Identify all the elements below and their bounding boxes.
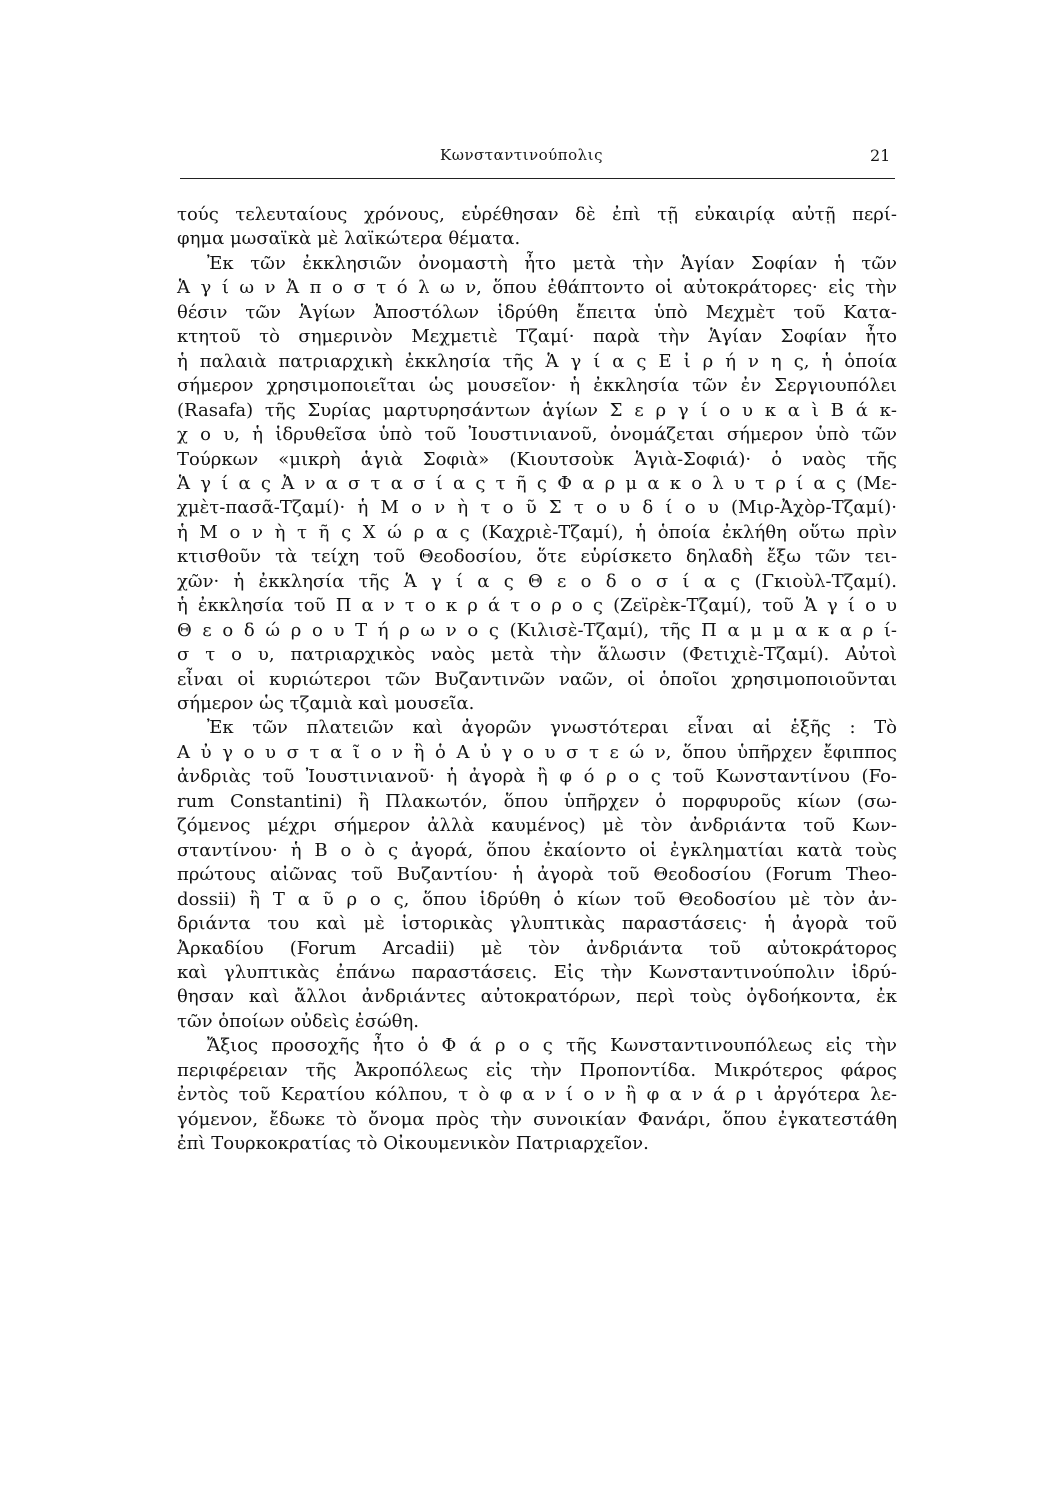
text-line: Ἀρκαδίου (Forum Arcadii) μὲ τὸν ἀνδριάντα τοῦ αὐτοκράτορος: [177, 938, 897, 959]
text-line: θέσιν τῶν Ἁγίων Ἀποστόλων ἱδρύθη ἔπειτα ὑπὸ Μεχμὲτ τοῦ Κατα-: [177, 302, 897, 323]
text-line: σήμερον ὡς τζαμιὰ καὶ μουσεῖα.: [177, 693, 475, 714]
text-line: (Rasafa) τῆς Συρίας μαρτυρησάντων ἁγίων Σ ε ρ γ ί ο υ κ α ὶ Β ά κ-: [177, 400, 897, 421]
text-line: τούς τελευταίους χρόνους, εὑρέθησαν δὲ ἐπὶ τῇ εὐκαιρίᾳ αὐτῇ περί-: [177, 204, 897, 225]
text-line: γόμενον, ἔδωκε τὸ ὄνομα πρὸς τὴν συνοικίαν Φανάρι, ὅπου ἐγκατεστάθη: [177, 1109, 897, 1130]
text-line: καὶ γλυπτικὰς ἐπάνω παραστάσεις. Εἰς τὴν Κωνσταντινούπολιν ἱδρύ-: [177, 962, 897, 983]
text-line: χ ο υ, ἡ ἱδρυθεῖσα ὑπὸ τοῦ Ἰουστινιανοῦ, ὀνομάζεται σήμερον ὑπὸ τῶν: [177, 424, 897, 445]
text-line: Ἁ γ ί α ς Ἀ ν α σ τ α σ ί α ς τ ῆ ς Φ α ρ μ α κ ο λ υ τ ρ ί α ς (Με-: [177, 473, 897, 494]
text-line: Α ὐ γ ο υ σ τ α ῖ ο ν ἢ ὁ Α ὐ γ ο υ σ τ ε ώ ν, ὅπου ὑπῆρχεν ἔφιππος: [177, 742, 897, 763]
text-line: εἶναι οἱ κυριώτεροι τῶν Βυζαντινῶν ναῶν, οἱ ὁποῖοι χρησιμοποιοῦνται: [177, 669, 897, 690]
text-line: περιφέρειαν τῆς Ἀκροπόλεως εἰς τὴν Προποντίδα. Μικρότερος φάρος: [177, 1060, 897, 1081]
text-line: ἐπὶ Τουρκοκρατίας τὸ Οἰκουμενικὸν Πατριαρχεῖον.: [177, 1133, 649, 1154]
text-line: ἡ παλαιὰ πατριαρχικὴ ἐκκλησία τῆς Ἁ γ ί α ς Ε ἰ ρ ή ν η ς, ἡ ὁποία: [177, 351, 897, 372]
text-line: ἡ ἐκκλησία τοῦ Π α ν τ ο κ ρ ά τ ο ρ ο ς (Ζεϊρὲκ-Τζαμί), τοῦ Ἁ γ ί ο υ: [177, 595, 897, 616]
text-line: ἐντὸς τοῦ Κερατίου κόλπου, τ ὸ φ α ν ί ο ν ἢ φ α ν ά ρ ι ἀργότερα λε-: [177, 1084, 897, 1105]
text-line: Ἄξιος προσοχῆς ἦτο ὁ Φ ά ρ ο ς τῆς Κωνσταντινουπόλεως εἰς τὴν: [207, 1035, 897, 1056]
text-line: dossii) ἢ Τ α ῦ ρ ο ς, ὅπου ἱδρύθη ὁ κίων τοῦ Θεοδοσίου μὲ τὸν ἀν-: [177, 889, 897, 910]
header-rule: [180, 178, 895, 179]
text-line: σήμερον χρησιμοποιεῖται ὡς μουσεῖον· ἡ ἐκκλησία τῶν ἐν Σεργιουπόλει: [177, 375, 897, 396]
text-line: φημα μωσαϊκὰ μὲ λαϊκώτερα θέματα.: [177, 228, 521, 249]
text-line: δριάντα του καὶ μὲ ἱστορικὰς γλυπτικὰς παραστάσεις· ἡ ἀγορὰ τοῦ: [177, 913, 897, 934]
text-line: Ἁ γ ί ω ν Ἀ π ο σ τ ό λ ω ν, ὅπου ἐθάπτοντο οἱ αὐτοκράτορες· εἰς τὴν: [177, 277, 897, 298]
text-line: πρώτους αἰῶνας τοῦ Βυζαντίου· ἡ ἀγορὰ τοῦ Θεοδοσίου (Forum Theo-: [177, 864, 897, 885]
text-line: κτητοῦ τὸ σημερινὸν Μεχμετιὲ Τζαμί· παρὰ τὴν Ἁγίαν Σοφίαν ἦτο: [177, 326, 897, 347]
text-line: Ἐκ τῶν ἐκκλησιῶν ὀνομαστὴ ἦτο μετὰ τὴν Ἁγίαν Σοφίαν ἡ τῶν: [207, 253, 897, 274]
text-line: ἀνδριὰς τοῦ Ἰουστινιανοῦ· ἡ ἀγορὰ ἢ φ ό ρ ο ς τοῦ Κωνσταντίνου (Fo-: [177, 766, 897, 787]
page-number: 21: [870, 146, 891, 165]
text-line: θησαν καὶ ἄλλοι ἀνδριάντες αὐτοκρατόρων, περὶ τοὺς ὀγδοήκοντα, ἐκ: [177, 986, 897, 1007]
text-line: κτισθοῦν τὰ τείχη τοῦ Θεοδοσίου, ὅτε εὑρίσκετο δηλαδὴ ἔξω τῶν τει-: [177, 546, 897, 567]
text-line: τῶν ὁποίων οὐδεὶς ἐσώθη.: [177, 1011, 419, 1032]
text-line: χῶν· ἡ ἐκκλησία τῆς Ἁ γ ί α ς Θ ε ο δ ο σ ί α ς (Γκιοὺλ-Τζαμί).: [177, 571, 897, 592]
text-line: Θ ε ο δ ώ ρ ο υ Τ ή ρ ω ν ο ς (Κιλισὲ-Τζαμί), τῆς Π α μ μ α κ α ρ ί-: [177, 620, 897, 641]
text-line: rum Constantini) ἢ Πλακωτόν, ὅπου ὑπῆρχεν ὁ πορφυροῦς κίων (σω-: [177, 791, 897, 812]
text-line: ζόμενος μέχρι σήμερον ἀλλὰ καυμένος) μὲ τὸν ἀνδριάντα τοῦ Κων-: [177, 815, 897, 836]
text-line: σταντίνου· ἡ Β ο ὸ ς ἀγορά, ὅπου ἐκαίοντο οἱ ἐγκληματίαι κατὰ τοὺς: [177, 840, 897, 861]
text-line: Ἐκ τῶν πλατειῶν καὶ ἀγορῶν γνωστότεραι εἶναι αἱ ἑξῆς : Τὸ: [207, 717, 897, 738]
text-line: Τούρκων «μικρὴ ἁγιὰ Σοφιὰ» (Κιουτσοὺκ Ἁγιὰ-Σοφιά)· ὁ ναὸς τῆς: [177, 449, 897, 470]
text-line: χμὲτ-πασᾶ-Τζαμί)· ἡ Μ ο ν ὴ τ ο ῦ Σ τ ο υ δ ί ο υ (Μιρ-Ἀχὸρ-Τζαμί)·: [177, 497, 897, 518]
text-line: ἡ Μ ο ν ὴ τ ῆ ς Χ ώ ρ α ς (Καχριὲ-Τζαμί), ἡ ὁποία ἐκλήθη οὕτω πρὶν: [177, 522, 897, 543]
text-line: σ τ ο υ, πατριαρχικὸς ναὸς μετὰ τὴν ἅλωσιν (Φετιχιὲ-Τζαμί). Αὐτοὶ: [177, 644, 897, 665]
running-title: Κωνσταντινούπολις: [440, 146, 603, 164]
